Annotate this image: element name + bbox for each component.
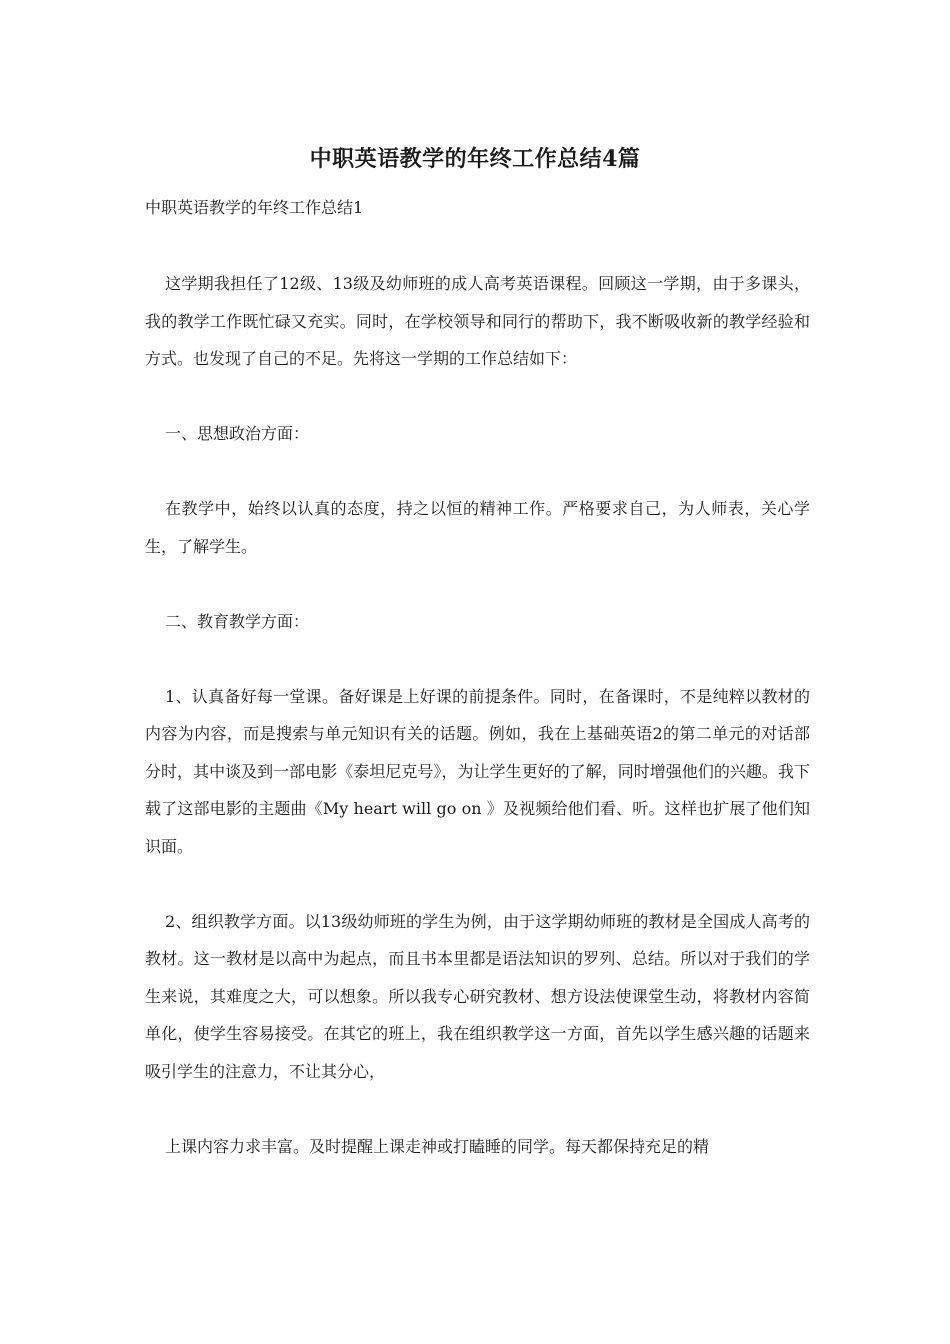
teaching-item-2: 2、组织教学方面。以13级幼师班的学生为例，由于这学期幼师班的教材是全国成人高考的教材。这一教材是以高中为起点，而且书本里都是语法知识的罗列、总结。所以对于我们的学生来说，其难度之大，可以想象。所以我专心研究教材、想方设法使课堂生动，将教材内容简单化，使学生容易接受。在其它的班上，我在组织教学这一方面，首先以学生感兴趣的话题来吸引学生的注意力，不让其分心， xyxy=(145,911,810,1081)
teaching-item-3: 上课内容力求丰富。及时提醒上课走神或打瞌睡的同学。每天都保持充足的精 xyxy=(165,1136,710,1156)
teaching-item-1: 1、认真备好每一堂课。备好课是上好课的前提条件。同时，在备课时，不是纯粹以教材的内容为内容，而是搜索与单元知识有关的话题。例如，我在上基础英语2的第二单元的对话部分时，其中谈及到一部电影《泰坦尼克号》，为让学生更好的了解，同时增强他们的兴趣。我下载了这部电影的主题曲《My heart will go on 》及视频给他们看、听。这样也扩展了他们知识面。 xyxy=(145,686,810,856)
document-title: 中职英语教学的年终工作总结4篇 xyxy=(309,146,641,172)
politics-paragraph: 在教学中，始终以认真的态度，持之以恒的精神工作。严格要求自己，为人师表，关心学生，了解学生。 xyxy=(145,499,810,556)
section-heading-teaching: 二、教育教学方面： xyxy=(165,611,310,631)
document-body xyxy=(145,265,810,1203)
section-heading-politics: 一、思想政治方面： xyxy=(165,424,310,443)
document-subtitle: 中职英语教学的年终工作总结1 xyxy=(145,198,364,217)
intro-paragraph: 这学期我担任了12级、13级及幼师班的成人高考英语课程。回顾这一学期，由于多课头，我的教学工作既忙碌又充实。同时，在学校领导和同行的帮助下，我不断吸收新的教学经验和方式。也发现了自己的不足。先将这一学期的工作总结如下： xyxy=(145,274,810,368)
